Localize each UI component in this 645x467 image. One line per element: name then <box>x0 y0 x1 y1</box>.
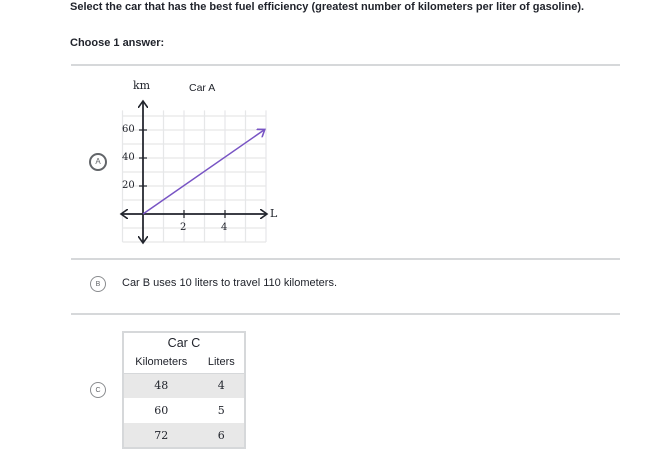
table-row <box>123 423 245 448</box>
tick-marks <box>139 130 225 218</box>
table-header-liters: Liters <box>199 351 245 373</box>
table-cell-km: 72 <box>123 423 199 448</box>
table-cell-liters: 4 <box>199 373 245 398</box>
table-cell-liters: 5 <box>217 404 225 417</box>
table-header-kilometers: Kilometers <box>123 351 199 373</box>
divider-b-c <box>71 313 620 315</box>
choice-b-radio[interactable] <box>90 276 106 292</box>
table-cell-km: 60 <box>154 404 169 417</box>
instruction-text: Choose 1 answer: <box>70 37 165 49</box>
table-row <box>123 398 245 423</box>
choice-b-letter: B <box>95 280 101 288</box>
y-tick-40: 40 <box>122 152 135 163</box>
choice-b-text[interactable]: Car B uses 10 liters to travel 110 kilometers. <box>122 277 337 289</box>
x-tick-4: 4 <box>221 222 228 233</box>
graph-y-axis-label: km <box>133 79 151 92</box>
divider-a-b <box>71 258 620 260</box>
y-tick-60: 60 <box>122 124 135 135</box>
choice-c-radio[interactable] <box>90 382 106 398</box>
car-c-table[interactable] <box>122 331 246 449</box>
table-title: Car C <box>167 336 201 350</box>
table-cell-km: 48 <box>123 373 199 398</box>
y-tick-20: 20 <box>122 180 135 191</box>
choice-a-letter: A <box>95 157 101 166</box>
question-text: Select the car that has the best fuel efficiency (greatest number of kilometers per liter of gasoline). <box>70 1 585 13</box>
choice-c-letter: C <box>95 386 101 394</box>
table-cell-liters: 6 <box>199 423 245 448</box>
graph-title: Car A <box>189 82 216 94</box>
x-tick-2: 2 <box>180 222 187 233</box>
table-row <box>123 373 245 398</box>
graph-x-axis-label: L <box>270 207 278 220</box>
